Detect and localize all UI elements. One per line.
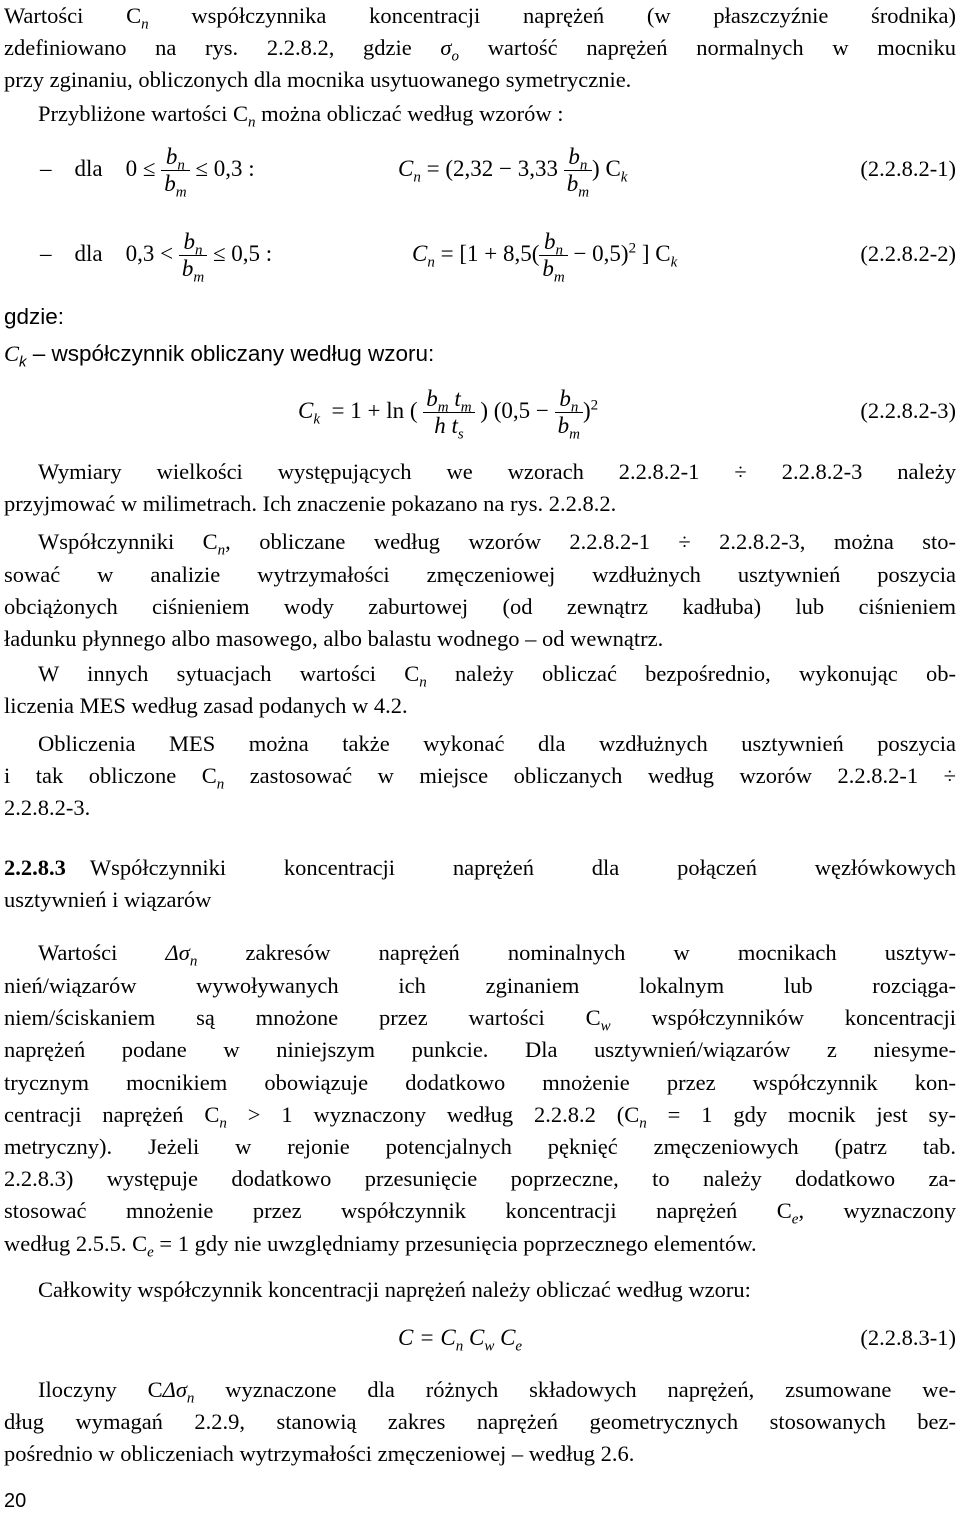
paragraph-cw: Wartości $\Delta\sigma_n$ zakresów naprężeń nominalnych w mocnikach usztyw-	[38, 940, 956, 970]
section-number: 2.2.8.3	[4, 855, 66, 880]
paragraph-products-cont: dług wymagań 2.2.9, stanowią zakres naprężeń geometrycznych stosowanych bez- pośrednio w obliczeniach wytrzymałości zmęczeniowej – według 2.6.	[4, 1409, 956, 1467]
equation-number-1: (2.2.8.2-1)	[860, 156, 956, 181]
paragraph-fem: Obliczenia MES można także wykonać dla wzdłużnych usztywnień poszycia	[38, 731, 956, 756]
equation-2-2-8-2-3: $C_k = 1 + \ln$ ( $\frac{b_m t_m}{h t_s}$ ) (0,5 − $\frac{b_n}{b_m}$ )$^2$	[298, 386, 599, 443]
equation-number-2: (2.2.8.2-2)	[860, 241, 956, 266]
paragraph-products: Iloczyny CΔσ$_n$ wyznaczone dla różnych składowych naprężeń, zsumowane we-	[38, 1377, 956, 1407]
paragraph-usage-cont: sować w analizie wytrzymałości zmęczeniowej wzdłużnych usztywnień poszycia obciążonych ciśnieniem wody zaburtowej (od zewnątrz kadłuba) lub ciśnieniem ładunku płynnego albo masowego, albo balastu wodnego – od wewnątrz.	[4, 562, 956, 652]
equation-2-2-8-3-1: $C = C_n$ $C_w$ $C_e$	[398, 1325, 523, 1355]
paragraph-cn-definition: Wartości $C_n$ współczynnika koncentracji naprężeń (w płaszczyźnie środnika) zdefiniowano na rys. 2.2.8.2, gdzie $\sigma_o$ wartość naprężeń normalnych w mocniku przy zginaniu, obliczonych dla mocnika usytuowanego symetrycznie.	[4, 3, 957, 93]
equation-2-2-8-2-1-rhs: $C_n = (2,32 - 3,33$ $\frac{b_n}{b_m}$ ) $C_k$	[398, 144, 628, 201]
ck-definition: $C_k$ – współczynnik obliczany według wzoru:	[4, 341, 435, 371]
paragraph-usage: Współczynniki $C_n$, obliczane według wzorów 2.2.8.2-1 ÷ 2.2.8.2-3, można sto-	[38, 529, 956, 559]
equation-2-2-8-2-2-rhs: $C_n = [1 + 8,5$( $\frac{b_n}{b_m}$ − 0,5)$^2$ ] $C_k$	[412, 229, 678, 286]
paragraph-other-situations-cont: liczenia MES według zasad podanych w 4.2.	[4, 693, 408, 718]
paragraph-other-situations: W innych sytuacjach wartości $C_n$ należy obliczać bezpośrednio, wykonując ob-	[38, 661, 956, 691]
paragraph-fem-cont: i tak obliczone $C_n$ zastosować w miejsce obliczanych według wzorów 2.2.8.2-1 ÷ 2.2.8.2-3.	[4, 763, 956, 821]
paragraph-total-coefficient: Całkowity współczynnik koncentracji naprężeń należy obliczać według wzoru:	[38, 1277, 751, 1302]
page-number: 20	[4, 1490, 27, 1512]
section-heading-2-2-8-3: 2.2.8.3 Współczynniki koncentracji naprężeń dla połączeń węzłówkowych usztywnień i wiązarów	[4, 852, 956, 916]
equation-number-3: (2.2.8.2-3)	[860, 398, 956, 423]
paragraph-approx-values: Przybliżone wartości $C_n$ można obliczać według wzorów :	[38, 101, 564, 131]
equation-2-2-8-2-1: – dla 0 ≤ $\frac{b_n}{b_m}$ ≤ 0,3 :	[40, 144, 255, 201]
paragraph-units-cont: przyjmować w milimetrach. Ich znaczenie pokazano na rys. 2.2.8.2.	[4, 491, 617, 516]
paragraph-cw-cont: nień/wiązarów wywoływanych ich zginaniem lokalnym lub rozciąga- niem/ściskaniem są mnożone przez wartości $C_w$ współczynników koncentracji naprężeń podane w niniejszym punkcie. Dla usztywnień/wiązarów z niesyme- trycznym mocnikiem obowiązuje dodatkowo mnożenie przez współczynnik kon- centracji naprężeń $C_n > 1$ wyznaczony według 2.2.8.2 ($C_n = 1$ gdy mocnik jest sy- metryczny). Jeżeli w rejonie potencjalnych pęknięć zmęczeniowych (patrz tab. 2.2.8.3) występuje dodatkowo przesunięcie poprzeczne, to należy dodatkowo za- stosować mnożenie przez współczynnik koncentracji naprężeń $C_e$, wyznaczony według 2.5.5. $C_e = 1$ gdy nie uwzględniamy przesunięcia poprzecznego elementów.	[4, 973, 956, 1261]
equation-number-4: (2.2.8.3-1)	[860, 1325, 956, 1350]
paragraph-units: Wymiary wielkości występujących we wzorach 2.2.8.2-1 ÷ 2.2.8.2-3 należy	[38, 459, 956, 484]
equation-2-2-8-2-2: – dla 0,3 < $\frac{b_n}{b_m}$ ≤ 0,5 :	[40, 229, 273, 286]
where-label: gdzie:	[4, 304, 65, 329]
